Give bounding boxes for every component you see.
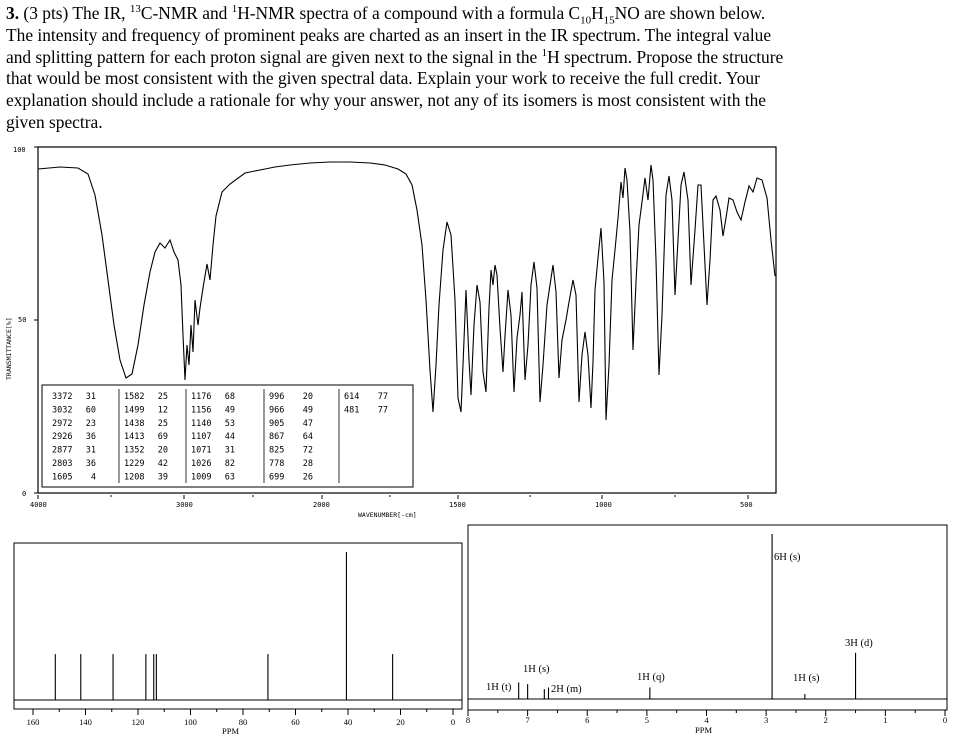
ir-table-intensity: 23: [85, 418, 96, 429]
ir-table-wavenumber: 1156: [191, 405, 212, 416]
ir-table-wavenumber: 2877: [52, 445, 73, 456]
ir-xtick-3000: 3000: [176, 501, 193, 509]
ir-table-wavenumber: 3372: [52, 392, 73, 402]
ir-table-wavenumber: 1140: [191, 418, 212, 429]
ir-table-wavenumber: 1229: [124, 459, 145, 469]
h1-plot-frame: [468, 525, 947, 710]
c13-xtick-label: 80: [238, 717, 248, 727]
ir-table-intensity: 77: [377, 405, 388, 416]
ir-table-wavenumber: 778: [269, 459, 285, 469]
ir-table-wavenumber: 2972: [52, 418, 73, 429]
ir-table-intensity: 42: [157, 459, 168, 469]
question-points: (3 pts): [23, 3, 69, 23]
h1-label-6h-s: 6H (s): [774, 552, 801, 563]
ir-table-intensity: 69: [157, 432, 168, 443]
question-line-1: 3. (3 pts) The IR, $^{13}$C-NMR and $^1$H-NMR spectra of a compound with a formula $C_{10}H_{15}NO$ are shown below.: [6, 3, 766, 27]
ir-table-wavenumber: 1176: [191, 392, 212, 402]
ir-table-wavenumber: 699: [269, 472, 285, 483]
ir-table-intensity: 20: [302, 392, 313, 402]
h1-xtick-label: 2: [823, 715, 828, 725]
c13-xtick-label: 40: [343, 717, 353, 727]
c13-xaxis-label: PPM: [222, 726, 240, 736]
ir-table-intensity: 31: [85, 445, 96, 456]
h1-label-3h-d: 3H (d): [845, 638, 873, 649]
ir-table-wavenumber: 1413: [124, 432, 145, 443]
h1-xaxis-label: PPM: [695, 725, 713, 735]
ir-table-intensity: 25: [157, 418, 168, 429]
question-line-5: explanation should include a rationale for why your answer, not any of its isomers is most consistent with the: [6, 90, 766, 111]
ir-table-wavenumber: 2926: [52, 432, 73, 443]
ir-table-intensity: 49: [302, 405, 313, 416]
question-text: [6, 3, 946, 134]
ir-peak-table: [42, 385, 413, 487]
c13-xtick-label: 140: [79, 717, 92, 727]
ir-ytick-100: 100: [13, 146, 26, 154]
ir-table-wavenumber: 825: [269, 445, 285, 456]
h1-xtick-label: 4: [704, 715, 709, 725]
ir-table-intensity: 20: [157, 445, 168, 456]
ir-spectrum: [0, 140, 953, 525]
ir-xtick-4000: 4000: [30, 501, 47, 509]
h1-xtick-label: 0: [942, 715, 948, 725]
ir-table-wavenumber: 3032: [52, 405, 73, 416]
c13-nmr-spectrum: [0, 535, 470, 739]
c13-xtick-label: 120: [131, 717, 145, 727]
ir-table-intensity: 53: [224, 418, 235, 429]
h1-xtick-label: 5: [644, 715, 649, 725]
ir-table-intensity: 63: [224, 472, 235, 483]
ir-table-intensity: 82: [224, 459, 235, 469]
ir-table-intensity: 36: [85, 432, 96, 443]
ir-table-wavenumber: 1605: [52, 472, 73, 483]
ir-table-intensity: 26: [302, 472, 313, 483]
ir-xaxis-label: WAVENUMBER[-cm]: [358, 511, 417, 519]
ir-xtick-2000: 2000: [313, 501, 330, 509]
ir-ytick-50: 50: [18, 316, 27, 324]
ir-table-wavenumber: 905: [269, 418, 285, 429]
ir-table-intensity: 49: [224, 405, 235, 416]
ir-table-wavenumber: 2803: [52, 459, 73, 469]
ir-table-wavenumber: 1071: [191, 445, 212, 456]
ir-table-intensity: 60: [85, 405, 96, 416]
ir-table-wavenumber: 1107: [191, 432, 212, 443]
c13-xtick-label: 20: [396, 717, 405, 727]
ir-table-wavenumber: 1499: [124, 405, 145, 416]
ir-xtick-1500: 1500: [449, 501, 466, 509]
question-line-3: and splitting pattern for each proton signal are given next to the signal in the $^1$H spectrum. Propose the structure: [6, 46, 784, 67]
ir-table-intensity: 28: [302, 459, 313, 469]
h1-nmr-spectrum: [465, 522, 953, 739]
ir-table-intensity: 44: [224, 432, 235, 443]
h1-xtick-label: 1: [883, 715, 888, 725]
h1-label-1h-t: 1H (t): [486, 682, 512, 693]
ir-table-intensity: 36: [85, 459, 96, 469]
c13-xtick-label: 60: [291, 717, 300, 727]
ir-table-wavenumber: 614: [344, 392, 360, 402]
c13-xtick-label: 160: [26, 717, 40, 727]
ir-transmittance-curve: [38, 162, 775, 420]
ir-table-intensity: 12: [157, 405, 168, 416]
question-line-4: that would be most consistent with the given spectral data. Explain your work to receive the full credit. Your: [6, 68, 760, 89]
ir-table-wavenumber: 996: [269, 392, 285, 402]
h1-label-2h-m: 2H (m): [551, 684, 582, 695]
h1-xtick-label: 7: [525, 715, 530, 725]
question-line-2: The intensity and frequency of prominent peaks are charted as an insert in the IR spectrum. The integral value: [6, 24, 772, 45]
ir-table-intensity: 4: [90, 472, 96, 483]
ir-table-wavenumber: 867: [269, 432, 285, 443]
ir-table-wavenumber: 966: [269, 405, 285, 416]
h1-label-1h-q: 1H (q): [637, 672, 665, 683]
ir-ytick-0: 0: [22, 490, 27, 498]
ir-xtick-1000: 1000: [595, 501, 612, 509]
h1-xtick-label: 6: [585, 715, 590, 725]
h1-xtick-label: 3: [764, 715, 769, 725]
h1-label-1h-s-aromatic: 1H (s): [523, 664, 550, 675]
ir-xtick-500: 500: [740, 501, 753, 509]
ir-yaxis-label: TRANSMITTANCE[%]: [5, 317, 13, 380]
ir-table-intensity: 31: [224, 445, 235, 456]
ir-table-wavenumber: 1026: [191, 459, 212, 469]
ir-table-wavenumber: 1438: [124, 418, 145, 429]
ir-table-intensity: 68: [224, 392, 235, 402]
ir-table-wavenumber: 1009: [191, 472, 212, 483]
ir-table-intensity: 72: [302, 445, 313, 456]
ir-table-intensity: 64: [302, 432, 313, 443]
c13-xtick-label: 0: [450, 717, 456, 727]
ir-table-intensity: 47: [302, 418, 313, 429]
h1-xtick-label: 8: [465, 715, 471, 725]
question-number: 3: [6, 3, 15, 23]
ir-table-intensity: 31: [85, 392, 96, 402]
ir-table-intensity: 39: [157, 472, 168, 483]
ir-table-intensity: 77: [377, 392, 388, 402]
c13-xtick-label: 100: [184, 717, 197, 727]
ir-table-intensity: 25: [157, 392, 168, 402]
question-line-6: given spectra.: [6, 111, 103, 132]
ir-table-wavenumber: 1582: [124, 392, 145, 402]
ir-table-wavenumber: 1208: [124, 472, 145, 483]
ir-table-wavenumber: 1352: [124, 445, 145, 456]
h1-label-1h-s: 1H (s): [793, 673, 820, 684]
ir-table-wavenumber: 481: [344, 405, 360, 416]
